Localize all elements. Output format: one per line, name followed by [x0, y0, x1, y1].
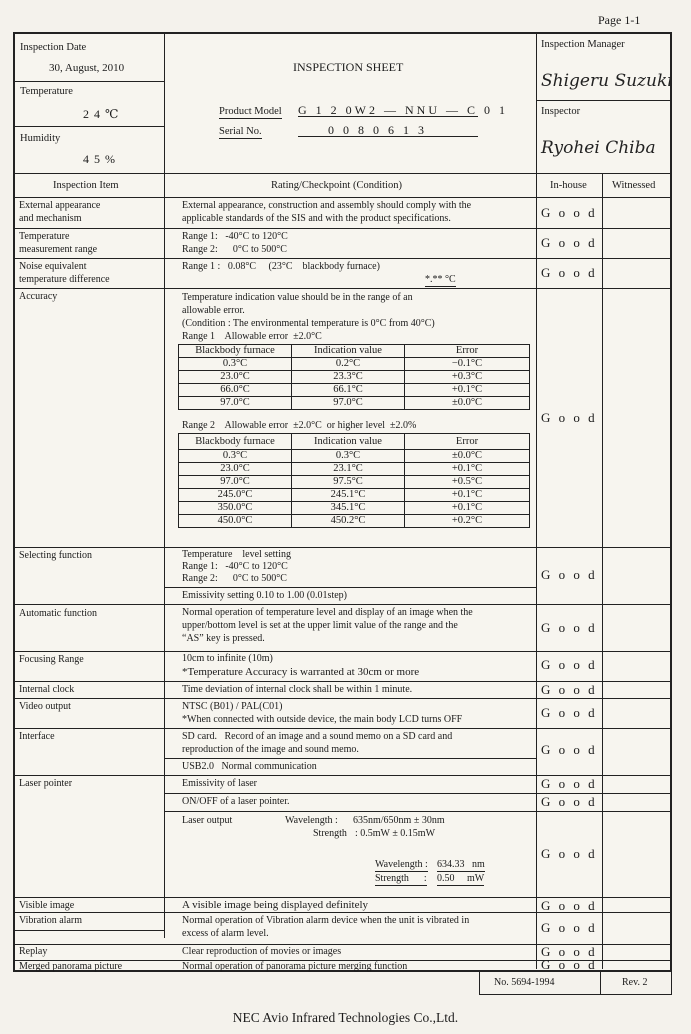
item-label: Temperature: [19, 231, 70, 242]
divider: [602, 173, 603, 969]
result-good: G o o d: [541, 265, 598, 280]
divider: [15, 288, 672, 289]
table-row: [179, 358, 530, 371]
inspection-date: 30, August, 2010: [49, 62, 125, 74]
doc-number: No. 5694-1994: [494, 977, 555, 988]
strength-measured-label: Strength :: [375, 873, 427, 884]
condition-text: SD card. Record of an image and a sound memo on a SD card and: [182, 731, 453, 742]
table-header: Indication value: [292, 345, 405, 358]
result-good: G o o d: [541, 205, 598, 220]
condition-text: External appearance, construction and assembly should comply with the: [182, 200, 472, 211]
condition-text: Range 1: -40°C to 120°C: [182, 561, 288, 572]
laser-output-label: Laser output: [182, 815, 233, 826]
result-good: G o o d: [541, 410, 598, 425]
item-label: Automatic function: [19, 608, 98, 619]
condition-text: Range 2: 0°C to 500°C: [182, 244, 287, 255]
accuracy-table-range2: [178, 433, 530, 528]
col-header-witnessed: Witnessed: [612, 180, 656, 191]
result-good: G o o d: [541, 794, 598, 809]
result-good: G o o d: [541, 776, 598, 791]
table-row: [179, 476, 530, 489]
page-number: Page 1-1: [598, 13, 641, 27]
result-good: G o o d: [541, 957, 598, 972]
table-header: Indication value: [292, 434, 405, 450]
result-good: G o o d: [541, 846, 598, 861]
table-cell: 450.0°C: [179, 515, 292, 528]
result-good: G o o d: [541, 705, 598, 720]
table-header: Error: [405, 434, 530, 450]
condition-text: Emissivity of laser: [182, 778, 257, 789]
item-label: Laser pointer: [19, 778, 73, 789]
item-label: Internal clock: [19, 684, 75, 695]
condition-text: Normal operation of panorama picture merging function: [182, 961, 408, 972]
table-header: Error: [405, 345, 530, 358]
condition-text: Normal operation of temperature level and display of an image when the: [182, 607, 473, 618]
table-cell: +0.1°C: [405, 463, 530, 476]
item-label: External appearance: [19, 200, 101, 211]
condition-text: ON/OFF of a laser pointer.: [182, 796, 290, 807]
temperature-value: 2 4 ℃: [83, 107, 120, 121]
divider: [15, 728, 672, 729]
item-label: and mechanism: [19, 213, 82, 224]
table-cell: +0.1°C: [405, 384, 530, 397]
divider: [15, 930, 164, 931]
table-cell: −0.1°C: [405, 358, 530, 371]
table-row: [179, 397, 530, 410]
item-label: Vibration alarm: [19, 915, 82, 926]
inspector-signature: Ryohei Chiba: [541, 138, 656, 158]
result-good: G o o d: [541, 567, 598, 582]
table-row: [179, 502, 530, 515]
condition-text: Clear reproduction of movies or images: [182, 946, 342, 957]
wavelength-measured-label: Wavelength :: [375, 859, 428, 870]
result-good: G o o d: [541, 898, 598, 913]
divider: [15, 81, 164, 82]
product-model-label: Product Model: [219, 106, 282, 117]
table-cell: 97.0°C: [179, 397, 292, 410]
range1-label: Range 1 Allowable error ±2.0°C: [182, 331, 322, 342]
strength-spec: : 0.5mW ± 0.15mW: [355, 828, 436, 839]
revision: Rev. 2: [622, 977, 648, 988]
serial-number: 0 0 8 0 6 1 3: [298, 124, 478, 137]
result-good: G o o d: [541, 742, 598, 757]
divider: [15, 547, 672, 548]
col-header-inhouse: In-house: [550, 180, 587, 191]
company-footer: NEC Avio Infrared Technologies Co.,Ltd.: [232, 1010, 459, 1025]
doc-number-box: [479, 970, 672, 995]
divider: [600, 970, 601, 994]
table-cell: 97.5°C: [292, 476, 405, 489]
table-cell: 23.0°C: [179, 371, 292, 384]
condition-text: Time deviation of internal clock shall be within 1 minute.: [182, 684, 413, 695]
result-good: G o o d: [541, 620, 598, 635]
divider: [15, 197, 672, 198]
table-cell: 0.3°C: [292, 450, 405, 463]
condition-text: upper/bottom level is set at the upper limit value of the range and the: [182, 620, 458, 631]
table-cell: 350.0°C: [179, 502, 292, 515]
table-cell: ±0.0°C: [405, 450, 530, 463]
item-label: Merged panorama picture: [19, 961, 123, 972]
condition-text: excess of alarm level.: [182, 928, 269, 939]
manager-signature: Shigeru Suzuki: [541, 71, 673, 91]
table-cell: 23.0°C: [179, 463, 292, 476]
manager-label: Inspection Manager: [541, 39, 625, 50]
divider: [15, 228, 672, 229]
table-row: [179, 450, 530, 463]
condition-text: (Condition : The environmental temperature is 0°C from 40°C): [182, 318, 435, 329]
table-row: [179, 515, 530, 528]
table-cell: 0.3°C: [179, 358, 292, 371]
result-good: G o o d: [541, 235, 598, 250]
product-model: G 1 2 0W2 — NNU — C 0 1: [298, 103, 508, 117]
item-label: Visible image: [19, 900, 75, 911]
table-cell: 97.0°C: [292, 397, 405, 410]
item-label: Focusing Range: [19, 654, 84, 665]
table-cell: ±0.0°C: [405, 397, 530, 410]
inspection-sheet: [13, 32, 672, 972]
table-cell: 66.1°C: [292, 384, 405, 397]
table-cell: +0.2°C: [405, 515, 530, 528]
item-label: Replay: [19, 946, 48, 957]
strength-spec-label: Strength: [313, 828, 347, 839]
condition-text: allowable error.: [182, 305, 245, 316]
table-row: [179, 371, 530, 384]
inspector-label: Inspector: [541, 106, 581, 117]
divider: [15, 258, 672, 259]
table-cell: +0.1°C: [405, 489, 530, 502]
divider: [164, 758, 536, 759]
divider: [536, 34, 537, 969]
condition-text: applicable standards of the SIS and with the product specifications.: [182, 213, 451, 224]
condition-text: NTSC (B01) / PAL(C01): [182, 701, 283, 712]
table-cell: +0.1°C: [405, 502, 530, 515]
item-label: Interface: [19, 731, 55, 742]
divider: [15, 126, 164, 127]
table-cell: +0.3°C: [405, 371, 530, 384]
humidity-label: Humidity: [20, 133, 61, 144]
result-good: G o o d: [541, 682, 598, 697]
table-row: [179, 384, 530, 397]
condition-text: A visible image being displayed definitely: [182, 899, 369, 911]
noise-value: *.** °C: [425, 274, 456, 285]
divider: [536, 100, 672, 101]
item-label: measurement range: [19, 244, 98, 255]
table-cell: 0.2°C: [292, 358, 405, 371]
table-cell: 245.1°C: [292, 489, 405, 502]
table-header: Blackbody furnace: [179, 434, 292, 450]
divider: [15, 651, 672, 652]
table-row: [179, 489, 530, 502]
result-good: G o o d: [541, 657, 598, 672]
condition-text: Range 1: -40°C to 120°C: [182, 231, 288, 242]
condition-text: Temperature level setting: [182, 549, 291, 560]
divider: [15, 173, 672, 174]
divider: [164, 34, 165, 938]
item-label: Video output: [19, 701, 71, 712]
condition-text: Temperature indication value should be in the range of an: [182, 292, 413, 303]
result-good: G o o d: [541, 944, 598, 959]
table-cell: 245.0°C: [179, 489, 292, 502]
item-label: Noise equivalent: [19, 261, 87, 272]
range2-label: Range 2 Allowable error ±2.0°C or higher level ±2.0%: [182, 420, 417, 431]
condition-text: Range 2: 0°C to 500°C: [182, 573, 287, 584]
table-cell: 450.2°C: [292, 515, 405, 528]
table-cell: 66.0°C: [179, 384, 292, 397]
table-cell: +0.5°C: [405, 476, 530, 489]
condition-text: Emissivity setting 0.10 to 1.00 (0.01step): [182, 590, 347, 601]
wavelength-spec-label: Wavelength :: [285, 815, 338, 826]
temperature-label: Temperature: [20, 86, 73, 97]
col-header-rating: Rating/Checkpoint (Condition): [271, 180, 402, 191]
condition-text: *When connected with outside device, the main body LCD turns OFF: [182, 714, 463, 725]
col-header-item: Inspection Item: [53, 180, 119, 191]
condition-text: 10cm to infinite (10m): [182, 653, 273, 664]
item-label: Selecting function: [19, 550, 93, 561]
humidity-value: 4 5 %: [83, 152, 116, 166]
condition-text: reproduction of the image and sound memo.: [182, 744, 359, 755]
condition-text: Normal operation of Vibration alarm device when the unit is vibrated in: [182, 915, 470, 926]
table-cell: 97.0°C: [179, 476, 292, 489]
result-good: G o o d: [541, 920, 598, 935]
wavelength-measured: 634.33 nm: [437, 859, 485, 870]
strength-measured: 0.50 mW: [437, 873, 485, 884]
accuracy-table-range1: [178, 344, 530, 410]
condition-text: “AS” key is pressed.: [182, 633, 265, 644]
table-cell: 345.1°C: [292, 502, 405, 515]
condition-text: *Temperature Accuracy is warranted at 30cm or more: [182, 666, 420, 678]
table-header: Blackbody furnace: [179, 345, 292, 358]
divider: [164, 587, 536, 588]
table-cell: 0.3°C: [179, 450, 292, 463]
sheet-title: INSPECTION SHEET: [293, 60, 404, 74]
divider: [15, 698, 672, 699]
divider: [15, 604, 672, 605]
condition-text: Range 1 : 0.08°C (23°C blackbody furnace): [182, 261, 380, 272]
condition-text: USB2.0 Normal communication: [182, 761, 317, 772]
inspection-date-label: Inspection Date: [20, 42, 87, 53]
item-label: temperature difference: [19, 274, 110, 285]
serial-label: Serial No.: [219, 126, 262, 137]
divider: [164, 811, 672, 812]
item-label: Accuracy: [19, 291, 58, 302]
wavelength-spec: 635nm/650nm ± 30nm: [353, 815, 445, 826]
table-cell: 23.1°C: [292, 463, 405, 476]
table-row: [179, 463, 530, 476]
table-cell: 23.3°C: [292, 371, 405, 384]
